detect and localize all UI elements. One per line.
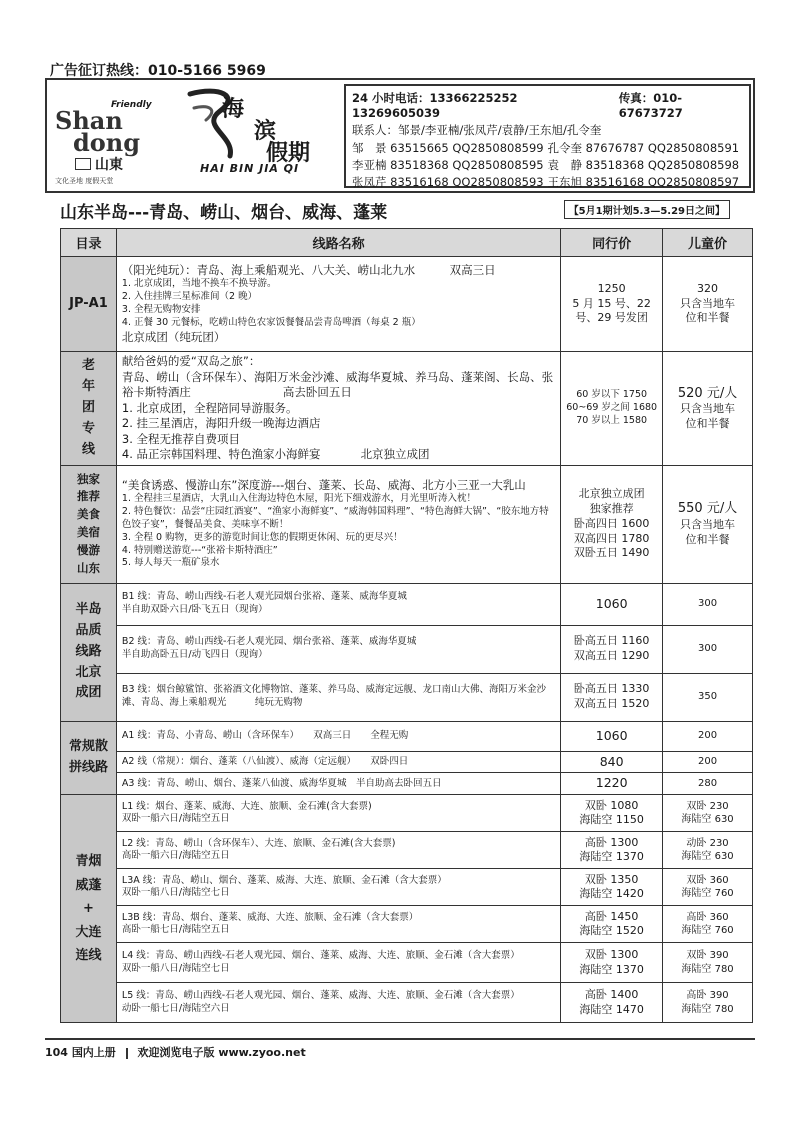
section-name: 国内上册	[71, 1046, 116, 1059]
logo-slogan: 文化圣地 度假天堂	[55, 177, 114, 185]
price-cell	[561, 869, 663, 906]
child-line: 动卧 230	[686, 837, 729, 849]
page-title: 山东半岛---青岛、崂山、烟台、威海、蓬莱	[60, 203, 388, 223]
route-line: 青岛、崂山（含环保车）、海阳万米金沙滩、威海华夏城、养马岛、蓬莱阁、长岛、张裕卡斯特酒庄 高去卧回五日	[121, 369, 554, 400]
route-line: L4 线：青岛、崂山西线-石老人观光园、烟台、蓬莱、威海、大连、旅顺、金石滩（含大套票） 双卧一船八日/海陆空七日	[121, 950, 582, 974]
price-cell	[561, 352, 663, 466]
child-price-cell	[663, 257, 753, 352]
price-line: 独家推荐	[589, 501, 634, 515]
category-char: 大连	[75, 924, 102, 940]
category-char: 威蓬	[75, 877, 102, 893]
route-table	[60, 228, 753, 1023]
logo-friendly-text: Friendly	[111, 100, 152, 110]
child-line: 位和半餐	[685, 417, 730, 431]
route-cell	[116, 721, 560, 751]
route-cell	[116, 673, 560, 721]
route-cell	[116, 465, 560, 583]
child-price-cell	[663, 673, 753, 721]
price-line: 卧高四日 1600	[573, 516, 650, 530]
category-char: 北京	[75, 664, 102, 680]
route-line: 4. 特别赠送游览---“张裕卡斯特酒庄”	[121, 544, 278, 556]
logo-haibin-en: HAI BIN JIA QI	[200, 162, 300, 175]
price-line: 70 岁以上 1580	[576, 414, 648, 426]
table-row	[61, 583, 753, 625]
child-price-cell	[663, 465, 753, 583]
divider	[126, 1048, 128, 1059]
table-row	[61, 983, 753, 1023]
price-cell	[561, 832, 663, 869]
shandong-logo	[55, 94, 175, 184]
route-cell	[116, 869, 560, 906]
table-row	[61, 773, 753, 795]
category-char: 专	[81, 420, 95, 436]
category-unique	[61, 465, 117, 583]
child-price-cell	[663, 352, 753, 466]
contact-person: 李亚楠 83518368 QQ2850808595	[352, 158, 544, 172]
website-link[interactable]: www.zyoo.net	[218, 1046, 306, 1059]
contact-person: 邹 景 63515665 QQ2850808599	[352, 141, 544, 155]
ad-hotline: 广告征订热线：010-5166 5969	[50, 63, 266, 79]
price-line: 双高四日 1780	[573, 531, 650, 545]
price-line: 海陆空 1420	[579, 887, 644, 901]
route-line: A1 线：青岛、小青岛、崂山（含环保车） 双高三日 全程无购	[121, 729, 409, 741]
route-line: L1 线：烟台、蓬莱、威海、大连、旅顺、金石滩(含大套票)	[121, 800, 372, 812]
category-char: 线路	[75, 643, 102, 659]
header-price: 同行价	[561, 229, 663, 257]
table-row	[61, 673, 753, 721]
price-line: 卧高五日 1330	[573, 682, 650, 696]
price-line: 5 月 15 号、22	[572, 296, 651, 310]
route-line: L2 线：青岛、崂山（含环保车）、大连、旅顺、金石滩(含大套票)	[121, 837, 396, 849]
page-number: 104	[45, 1046, 68, 1059]
category-char: 半岛	[75, 602, 102, 618]
table-row	[61, 257, 753, 352]
price-cell	[561, 673, 663, 721]
fax-number: 传真：010-67673727	[618, 91, 683, 120]
child-price-cell	[663, 832, 753, 869]
route-cell	[116, 625, 560, 673]
contact-person: 王东旭 83516168 QQ2850808597	[547, 175, 740, 189]
price-line: 高卧 1450	[584, 909, 639, 923]
plan-note: 【5月1期计划5.3—5.29日之间】	[564, 200, 730, 219]
route-line: 3. 全程无购物安排	[121, 304, 201, 315]
phone-24h: 24 小时电话：13366225252 13269605039	[352, 91, 530, 120]
logo-bin: 滨	[254, 118, 277, 144]
contact-box	[344, 84, 751, 188]
child-price-cell	[663, 583, 753, 625]
route-line: A3 线：青岛、崂山、烟台、蓬莱八仙渡、威海华夏城 半自助高去卧回五日	[121, 777, 442, 789]
price-line: 1250	[597, 281, 626, 295]
child-line: 300	[698, 598, 718, 610]
price-line: 双高五日 1520	[573, 697, 650, 711]
route-line: L3A 线：青岛、崂山、烟台、蓬莱、威海、大连、旅顺、金石滩（含大套票）	[121, 874, 447, 886]
logo-area	[55, 86, 345, 186]
price-line: 海陆空 1370	[579, 850, 644, 864]
price-line: 卧高五日 1160	[573, 634, 650, 648]
price-line: 840	[599, 753, 624, 769]
route-line: 双卧一船六日/海陆空五日	[121, 813, 230, 825]
child-line: 200	[698, 730, 718, 742]
child-line: 双卧 230	[686, 800, 729, 812]
route-cell	[116, 832, 560, 869]
price-cell	[561, 625, 663, 673]
route-line: 高卧一船六日/海陆空五日	[121, 850, 230, 862]
contact-person: 袁 静 83518368 QQ2850808598	[547, 158, 740, 172]
table-row	[61, 625, 753, 673]
route-line: 1. 全程挂三星酒店，大乳山入住海边特色木屋，阳光下细戏游水，月光里听涛入枕！	[121, 493, 477, 505]
child-line: 350	[698, 691, 718, 703]
category-char: 团	[81, 399, 95, 415]
price-line: 1060	[595, 595, 628, 611]
route-line-text: 北京独立成团	[360, 447, 430, 462]
header-box	[45, 78, 755, 193]
child-price-cell	[663, 869, 753, 906]
child-price-cell	[663, 795, 753, 832]
category-char: 推荐	[76, 489, 100, 504]
route-line: 3. 全程 0 购物，更多的游览时间让您的假期更休闲、玩的更尽兴！	[121, 531, 403, 543]
route-cell	[116, 257, 560, 352]
table-row	[61, 832, 753, 869]
table-header-row	[61, 229, 753, 257]
category-char: 成团	[75, 685, 102, 701]
category-char: 线	[81, 441, 95, 457]
price-line: 高卧 1300	[584, 835, 639, 849]
table-row	[61, 751, 753, 773]
logo-shandong-cn: 山東	[95, 157, 123, 173]
price-line: 60 岁以下 1750	[576, 389, 648, 401]
child-line: 海陆空 760	[681, 888, 734, 900]
child-line: 海陆空 780	[681, 1003, 734, 1015]
route-line: L3B 线：青岛、烟台、蓬莱、威海、大连、旅顺、金石滩（含大套票）	[121, 911, 419, 923]
contact-person: 孔令奎 87676787 QQ2850808591	[547, 141, 740, 155]
child-price-cell	[663, 773, 753, 795]
route-line: 2. 入住挂牌三星标准间（2 晚）	[121, 291, 258, 303]
price-line: 海陆空 1520	[579, 924, 644, 938]
child-line: 位和半餐	[685, 311, 730, 325]
child-line: 海陆空 630	[681, 851, 734, 863]
route-cell	[116, 352, 560, 466]
price-cell	[561, 943, 663, 983]
price-line: 海陆空 1470	[579, 1002, 644, 1016]
header-child: 儿童价	[663, 229, 753, 257]
child-price-cell	[663, 625, 753, 673]
child-line: 高卧 390	[686, 990, 729, 1002]
route-line: 2. 挂三星酒店，海阳升级一晚海边酒店	[121, 416, 321, 431]
route-line: 半自助高卧五日/动飞四日（现询）	[121, 649, 268, 661]
route-line	[122, 447, 555, 463]
category-jp: JP-A1	[61, 257, 117, 352]
child-price-cell	[663, 721, 753, 751]
route-line: 2. 特色餐饮：品尝“庄园红酒宴”、“渔家小海鲜宴”、“威海韩国料理”、“特色海鲜大锅”、“胶东地方特色饺子宴”，餐餐品美食、美味享不断！	[121, 506, 549, 531]
category-char: 独家	[76, 471, 100, 486]
route-cell	[116, 583, 560, 625]
route-line: 1. 北京成团，当地不换车不换导游。	[121, 278, 277, 290]
child-price-cell	[663, 943, 753, 983]
route-line: B1 线：青岛、崂山西线-石老人观光园烟台张裕、蓬莱、威海华夏城	[121, 591, 407, 603]
price-cell	[561, 795, 663, 832]
price-cell	[561, 773, 663, 795]
category-regular	[61, 721, 117, 795]
table-row	[61, 906, 753, 943]
category-char: 拼线路	[68, 759, 108, 775]
route-line: A2 线（常规）：烟台、蓬莱（八仙渡）、威海（定远舰） 双卧四日	[121, 755, 409, 767]
title-row	[60, 198, 730, 223]
table-row	[61, 795, 753, 832]
child-price-cell	[663, 906, 753, 943]
category-char: 连线	[75, 947, 102, 963]
category-char: 年	[81, 379, 95, 395]
price-cell	[561, 751, 663, 773]
route-cell	[116, 751, 560, 773]
child-line: 海陆空 630	[681, 814, 734, 826]
category-dalian	[61, 795, 117, 1023]
child-line: 只含当地车	[680, 518, 736, 532]
category-char: 慢游	[76, 542, 100, 557]
child-line: 海陆空 780	[681, 963, 734, 975]
price-cell	[561, 465, 663, 583]
route-line: “美食诱惑、慢游山东”深度游---烟台、蓬莱、长岛、威海、北方小三亚一大乳山	[121, 477, 526, 492]
price-line: 60~69 岁之间 1680	[566, 401, 658, 413]
child-line: 位和半餐	[685, 532, 730, 546]
child-line: 280	[698, 778, 718, 790]
route-line: 半自助双卧六日/卧飞五日（现询）	[121, 604, 268, 616]
route-line: 3. 全程无推荐自费项目	[121, 431, 241, 446]
route-line: B2 线：青岛、崂山西线-石老人观光园、烟台张裕、蓬莱、威海华夏城	[121, 636, 417, 648]
route-line: B3 线：烟台鲸鲨馆、张裕酒文化博物馆、蓬莱、养马岛、威海定远舰、龙口南山大佛、海阳万米金沙滩、青岛、海上乘船观光 纯玩无购物	[121, 684, 547, 709]
route-line: 5. 每人每天一瓶矿泉水	[121, 557, 220, 569]
child-line: 双卧 360	[686, 874, 729, 886]
table-row	[61, 721, 753, 751]
child-line: 200	[698, 756, 718, 768]
logo-shan-text: Shan	[55, 106, 123, 135]
price-line: 1220	[595, 775, 628, 791]
child-line: 高卧 360	[686, 911, 729, 923]
price-line: 双卧 1080	[584, 798, 639, 812]
category-char: 美食	[76, 507, 100, 522]
contact-grid	[352, 140, 743, 190]
child-line: 只含当地车	[680, 296, 736, 310]
category-elder	[61, 352, 117, 466]
browse-text: 欢迎浏览电子版	[137, 1046, 215, 1059]
child-price-cell	[663, 983, 753, 1023]
price-line: 号、29 号发团	[575, 311, 648, 325]
route-line: 高卧一船七日/海陆空五日	[121, 924, 230, 936]
route-cell	[116, 943, 582, 983]
category-char: 美宿	[76, 525, 100, 540]
route-cell	[116, 983, 582, 1023]
logo-jiaqi: 假期	[266, 140, 311, 166]
category-char: +	[83, 901, 94, 917]
price-cell	[561, 906, 663, 943]
page-footer	[45, 1038, 755, 1060]
price-line: 双卧 1300	[584, 948, 639, 962]
route-line: 北京成团（纯玩团）	[121, 329, 226, 344]
seal-icon	[75, 158, 91, 170]
category-char: 青烟	[75, 854, 102, 870]
category-char: 老	[81, 358, 95, 374]
child-line: 320	[697, 281, 719, 295]
price-line: 高卧 1400	[584, 988, 639, 1002]
child-line: 海陆空 760	[681, 925, 734, 937]
child-line: 550 元/人	[677, 501, 738, 517]
price-cell	[561, 983, 663, 1023]
route-line: 双卧一船八日/海陆空七日	[121, 887, 230, 899]
contact-names: 联系人：邹景/李亚楠/张凤芹/袁静/王东旭/孔令奎	[352, 123, 602, 137]
route-cell	[116, 906, 560, 943]
price-cell	[561, 583, 663, 625]
route-line: L5 线：青岛、崂山西线-石老人观光园、烟台、蓬莱、威海、大连、旅顺、金石滩（含大套票） 动卧一船七日/海陆空六日	[121, 990, 582, 1014]
price-line: 海陆空 1150	[579, 813, 644, 827]
child-price-cell	[663, 751, 753, 773]
price-line: 北京独立成团	[578, 487, 645, 500]
price-line: 双高五日 1290	[573, 649, 650, 663]
child-line: 双卧 390	[686, 950, 729, 962]
child-line: 520 元/人	[677, 385, 738, 401]
table-row	[61, 869, 753, 906]
route-cell	[116, 795, 560, 832]
contact-person: 张凤芹 83516168 QQ2850808593	[352, 175, 544, 189]
category-char: 常规散	[68, 739, 108, 755]
price-cell	[561, 257, 663, 352]
price-cell	[561, 721, 663, 751]
price-line: 1060	[595, 727, 628, 743]
route-line: 献给爸妈的爱“双岛之旅”：	[121, 354, 261, 368]
route-line: （阳光纯玩）：青岛、海上乘船观光、八大关、崂山北九水 双高三日	[121, 262, 496, 277]
header-catalog: 目录	[61, 229, 117, 257]
header-route: 线路名称	[116, 229, 560, 257]
price-line: 海陆空 1370	[579, 962, 644, 976]
price-line: 双卧 1350	[584, 872, 639, 886]
child-line: 只含当地车	[680, 402, 736, 416]
logo-dong-text: dong	[73, 128, 141, 157]
table-row	[61, 943, 753, 983]
route-line-text: 4. 品正宗韩国料理、特色渔家小海鲜宴	[121, 447, 321, 462]
route-cell	[116, 773, 560, 795]
route-line: 4. 正餐 30 元餐标，吃崂山特色农家饭餐餐品尝青岛啤酒（每桌 2 瓶）	[121, 316, 421, 328]
table-row	[61, 352, 753, 466]
category-peninsula	[61, 583, 117, 721]
route-line: 1. 北京成团，全程陪同导游服务。	[121, 400, 298, 415]
haibin-logo	[180, 86, 345, 186]
phone-row	[352, 90, 743, 120]
category-char: 山东	[76, 560, 100, 575]
table-row	[61, 465, 753, 583]
child-line: 300	[698, 643, 718, 655]
category-char: 品质	[75, 622, 102, 638]
logo-hai: 海	[222, 96, 245, 122]
price-line: 双卧五日 1490	[573, 546, 650, 560]
